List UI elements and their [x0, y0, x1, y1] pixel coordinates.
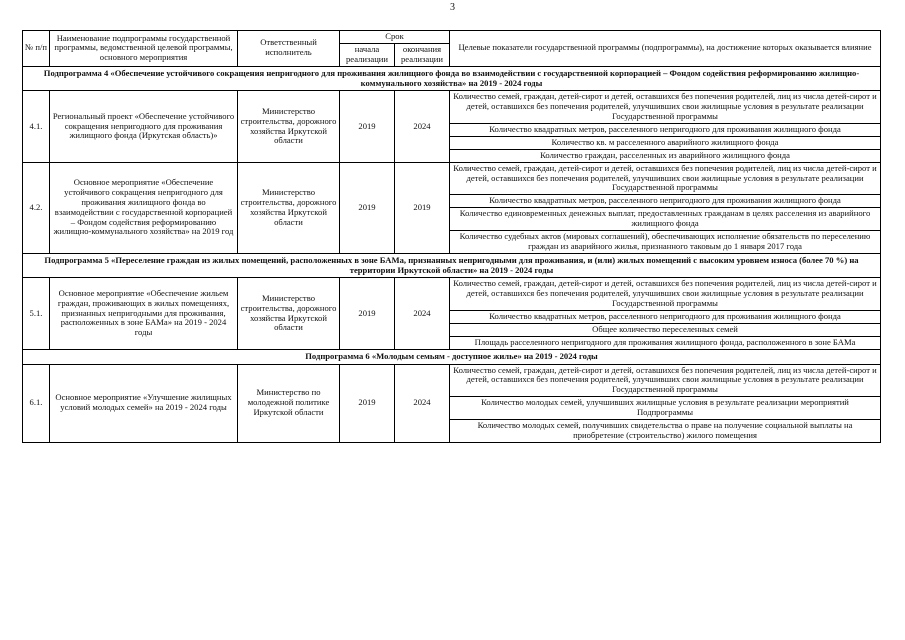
- row-end-year: 2024: [395, 278, 450, 349]
- indicator-cell: Количество квадратных метров, расселенного непригодного для проживания жилищного фонда: [450, 311, 881, 324]
- indicator-cell: Количество семей, граждан, детей-сирот и детей, оставшихся без попечения родителей, лиц из числа детей-сирот и детей, оставшихся без попечения родителей, улучшивших свои жилищные условия в результате реализации Государственной программы: [450, 278, 881, 311]
- indicator-cell: Количество квадратных метров, расселенного непригодного для проживания жилищного фонда: [450, 124, 881, 137]
- header-row: [23, 31, 881, 44]
- header-name: Наименование подпрограммы государственной программы, ведомственной целевой программы, основного мероприятия: [50, 31, 238, 67]
- table-row: [23, 91, 881, 124]
- row-executor: Министерство строительства, дорожного хозяйства Иркутской области: [238, 162, 340, 253]
- row-num: 5.1.: [23, 278, 50, 349]
- row-start-year: 2019: [340, 162, 395, 253]
- row-num: 4.2.: [23, 162, 50, 253]
- row-executor: Министерство строительства, дорожного хозяйства Иркутской области: [238, 91, 340, 162]
- row-name: Основное мероприятие «Обеспечение устойчивого сокращения непригодного для проживания жилищного фонда во взаимодействии с государственной корпорацией – Фондом содействия реформированию жилищно-коммунального хозяйства» на 2019 год: [50, 162, 238, 253]
- section-row: [23, 349, 881, 364]
- indicator-cell: Общее количество переселенных семей: [450, 323, 881, 336]
- header-num: № п/п: [23, 31, 50, 67]
- section-title: Подпрограмма 6 «Молодым семьям - доступное жилье» на 2019 - 2024 годы: [23, 349, 881, 364]
- table-row: [23, 162, 881, 195]
- table-body: [23, 66, 881, 442]
- row-end-year: 2019: [395, 162, 450, 253]
- row-name: Основное мероприятие «Обеспечение жильем граждан, проживающих в жилых помещениях, признанных непригодными для проживания, расположенных в зоне БАМа» на 2019 - 2024 годы: [50, 278, 238, 349]
- row-executor: Министерство по молодежной политике Иркутской области: [238, 364, 340, 442]
- section-row: [23, 66, 881, 91]
- indicator-cell: Количество граждан, расселенных из аварийного жилищного фонда: [450, 149, 881, 162]
- row-end-year: 2024: [395, 364, 450, 442]
- header-indicators: Целевые показатели государственной программы (подпрограммы), на достижение которых оказывается влияние: [450, 31, 881, 67]
- row-name: Основное мероприятие «Улучшение жилищных условий молодых семей» на 2019 - 2024 годы: [50, 364, 238, 442]
- section-title: Подпрограмма 5 «Переселение граждан из жилых помещений, расположенных в зоне БАМа, признанных непригодными для проживания, и (или) жилых помещений с высоким уровнем износа (более 70 %) на территории Иркутской области» на 2019 - 2024 годы: [23, 253, 881, 278]
- row-end-year: 2024: [395, 91, 450, 162]
- indicator-cell: Количество единовременных денежных выплат, предоставленных гражданам в целях расселения из аварийного жилищного фонда: [450, 208, 881, 231]
- indicator-cell: Площадь расселенного непригодного для проживания жилищного фонда, расположенного в зоне БАМа: [450, 336, 881, 349]
- header-term-start: начала реализации: [340, 43, 395, 66]
- indicator-cell: Количество судебных актов (мировых соглашений), обеспечивающих исполнение обязательств по переселению граждан из аварийного жилья, признанного таковым до 1 января 2017 года: [450, 230, 881, 253]
- header-executor: Ответственный исполнитель: [238, 31, 340, 67]
- indicator-cell: Количество кв. м расселенного аварийного жилищного фонда: [450, 136, 881, 149]
- indicator-cell: Количество семей, граждан, детей-сирот и детей, оставшихся без попечения родителей, лиц из числа детей-сирот и детей, оставшихся без попечения родителей, улучшивших свои жилищные условия в результате реализации Государственной программы: [450, 91, 881, 124]
- indicator-cell: Количество семей, граждан, детей-сирот и детей, оставшихся без попечения родителей, лиц из числа детей-сирот и детей, оставшихся без попечения родителей, улучшивших свои жилищные условия в результате реализации Государственной программы: [450, 162, 881, 195]
- row-name: Региональный проект «Обеспечение устойчивого сокращения непригодного для проживания жилищного фонда (Иркутская область)»: [50, 91, 238, 162]
- row-start-year: 2019: [340, 364, 395, 442]
- indicator-cell: Количество квадратных метров, расселенного непригодного для проживания жилищного фонда: [450, 195, 881, 208]
- page-number: 3: [450, 2, 455, 13]
- row-num: 6.1.: [23, 364, 50, 442]
- table-row: [23, 364, 881, 397]
- row-start-year: 2019: [340, 91, 395, 162]
- header-term: Срок: [340, 31, 450, 44]
- indicator-cell: Количество молодых семей, получивших свидетельства о праве на получение социальной выплаты на приобретение (строительство) жилого помещения: [450, 419, 881, 442]
- section-row: [23, 253, 881, 278]
- section-title: Подпрограмма 4 «Обеспечение устойчивого сокращения непригодного для проживания жилищного фонда во взаимодействии с государственной корпорацией – Фондом содействия реформированию жилищно-коммунального хозяйства» на 2019 - 2024 годы: [23, 66, 881, 91]
- header-term-end: окончания реализации: [395, 43, 450, 66]
- row-num: 4.1.: [23, 91, 50, 162]
- row-start-year: 2019: [340, 278, 395, 349]
- program-table: [22, 30, 881, 443]
- indicator-cell: Количество молодых семей, улучшивших жилищные условия в результате реализации мероприятий Подпрограммы: [450, 397, 881, 420]
- table-row: [23, 278, 881, 311]
- row-executor: Министерство строительства, дорожного хозяйства Иркутской области: [238, 278, 340, 349]
- indicator-cell: Количество семей, граждан, детей-сирот и детей, оставшихся без попечения родителей, лиц из числа детей-сирот и детей, оставшихся без попечения родителей, улучшивших свои жилищные условия в результате реализации Государственной программы: [450, 364, 881, 397]
